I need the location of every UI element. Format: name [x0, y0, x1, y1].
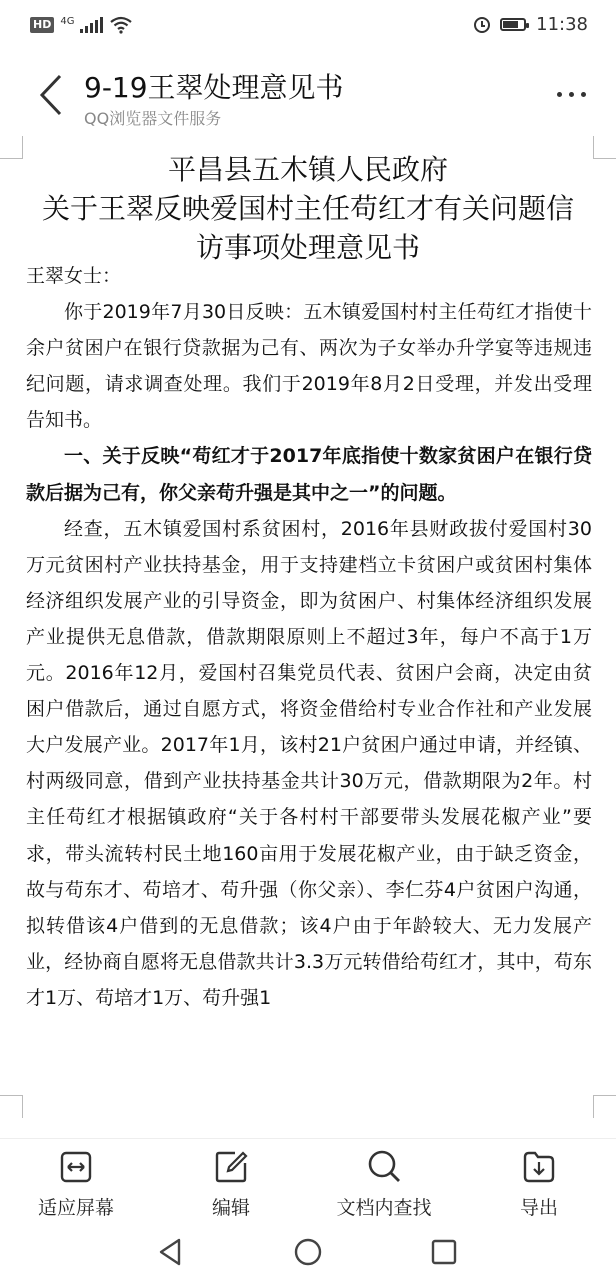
- edit-icon: [213, 1149, 249, 1185]
- hd-icon: HD: [30, 17, 54, 33]
- nav-home-button[interactable]: [288, 1234, 328, 1270]
- find-in-document-button[interactable]: [314, 1149, 454, 1220]
- status-time: 11:38: [536, 14, 588, 35]
- edit-button[interactable]: [161, 1149, 301, 1220]
- nav-home-icon: [293, 1237, 323, 1267]
- paragraph: 你于2019年7月30日反映：五木镇爱国村村主任苟红才指使十余户贫困户在银行贷款据为己有、两次为子女举办升学宴等违规违纪问题，请求调查处理。我们于2019年8月2日受理，并发出受理告知书。: [26, 301, 592, 432]
- salutation: 王翠女士：: [26, 265, 122, 287]
- page-corner-mark: [0, 136, 23, 159]
- system-nav-bar: [0, 1222, 616, 1280]
- battery-icon: [500, 18, 526, 31]
- page-corner-mark: [593, 1095, 616, 1118]
- status-left: [30, 16, 133, 34]
- edit-label: 编辑: [211, 1197, 250, 1219]
- network-type: 4G: [60, 15, 75, 27]
- export-icon: [521, 1149, 557, 1185]
- page-corner-mark: [0, 1095, 23, 1118]
- export-button[interactable]: [469, 1149, 609, 1220]
- page-subtitle: QQ浏览器文件服务: [84, 109, 222, 128]
- document-viewer[interactable]: [0, 136, 616, 1138]
- paragraph: 经查，五木镇爱国村系贫困村，2016年县财政拔付爱国村30万元贫困村产业扶持基金，用于支持建档立卡贫困户或贫困村集体经济组织发展产业的引导资金，即为贫困户、村集体经济组织发展产业提供无息借款，借款期限原则上不超过3年，每户不高于1万元。2016年12月，爱国村召集党员代表、贫困户会商，决定由贫困户借款后，通过自愿方式，将资金借给村专业合作社和产业发展大户发展产业。2017年1月，该村21户贫困户通过申请，并经镇、村两级同意，借到产业扶持基金共计30万元，借款期限为2年。村主任苟红才根据镇政府“关于各村村干部要带头发展花椒产业”要求，带头流转村民土地160亩用于发展花椒产业，由于缺乏资金，故与苟东才、苟培才、苟升强（你父亲）、李仁芬4户贫困户沟通，拟转借该4户借到的无息借款；该4户由于年龄较大、无力发展产业，经协商自愿将无息借款共计3.3万元转借给苟红才，其中，苟东才1万、苟培才1万、苟升强1: [26, 517, 592, 1009]
- fit-screen-icon: [58, 1149, 94, 1185]
- document-title-line: 平昌县五木镇人民政府: [167, 153, 448, 186]
- fit-screen-label: 适应屏幕: [37, 1197, 114, 1219]
- status-bar: [0, 0, 616, 56]
- document-title: [20, 150, 596, 267]
- export-label: 导出: [519, 1197, 558, 1219]
- search-icon: [366, 1149, 402, 1185]
- page-title: 9-19王翠处理意见书: [84, 71, 344, 104]
- more-dots-icon[interactable]: [557, 92, 586, 97]
- document-body: [26, 258, 592, 1016]
- document-title-line: 访事项处理意见书: [195, 231, 420, 264]
- nav-recents-button[interactable]: [424, 1234, 464, 1270]
- chevron-left-icon[interactable]: [30, 70, 70, 120]
- nav-back-icon: [156, 1237, 184, 1267]
- page-corner-mark: [593, 136, 616, 159]
- app-header: [0, 56, 616, 136]
- nav-recents-icon: [430, 1238, 458, 1266]
- wifi-icon: [109, 16, 133, 34]
- nav-back-button[interactable]: [150, 1234, 190, 1270]
- bottom-toolbar: [0, 1138, 616, 1223]
- find-in-document-label: 文档内查找: [336, 1197, 432, 1219]
- document-title-line: 关于王翠反映爱国村主任苟红才有关问题信: [41, 192, 574, 225]
- status-right: [474, 14, 588, 35]
- signal-icon: [80, 17, 103, 33]
- fit-screen-button[interactable]: [6, 1149, 146, 1220]
- alarm-icon: [474, 17, 490, 33]
- section-heading: 一、关于反映“苟红才于2017年底指使十数家贫困户在银行贷款后据为己有，你父亲苟升强是其中之一”的问题。: [26, 445, 592, 504]
